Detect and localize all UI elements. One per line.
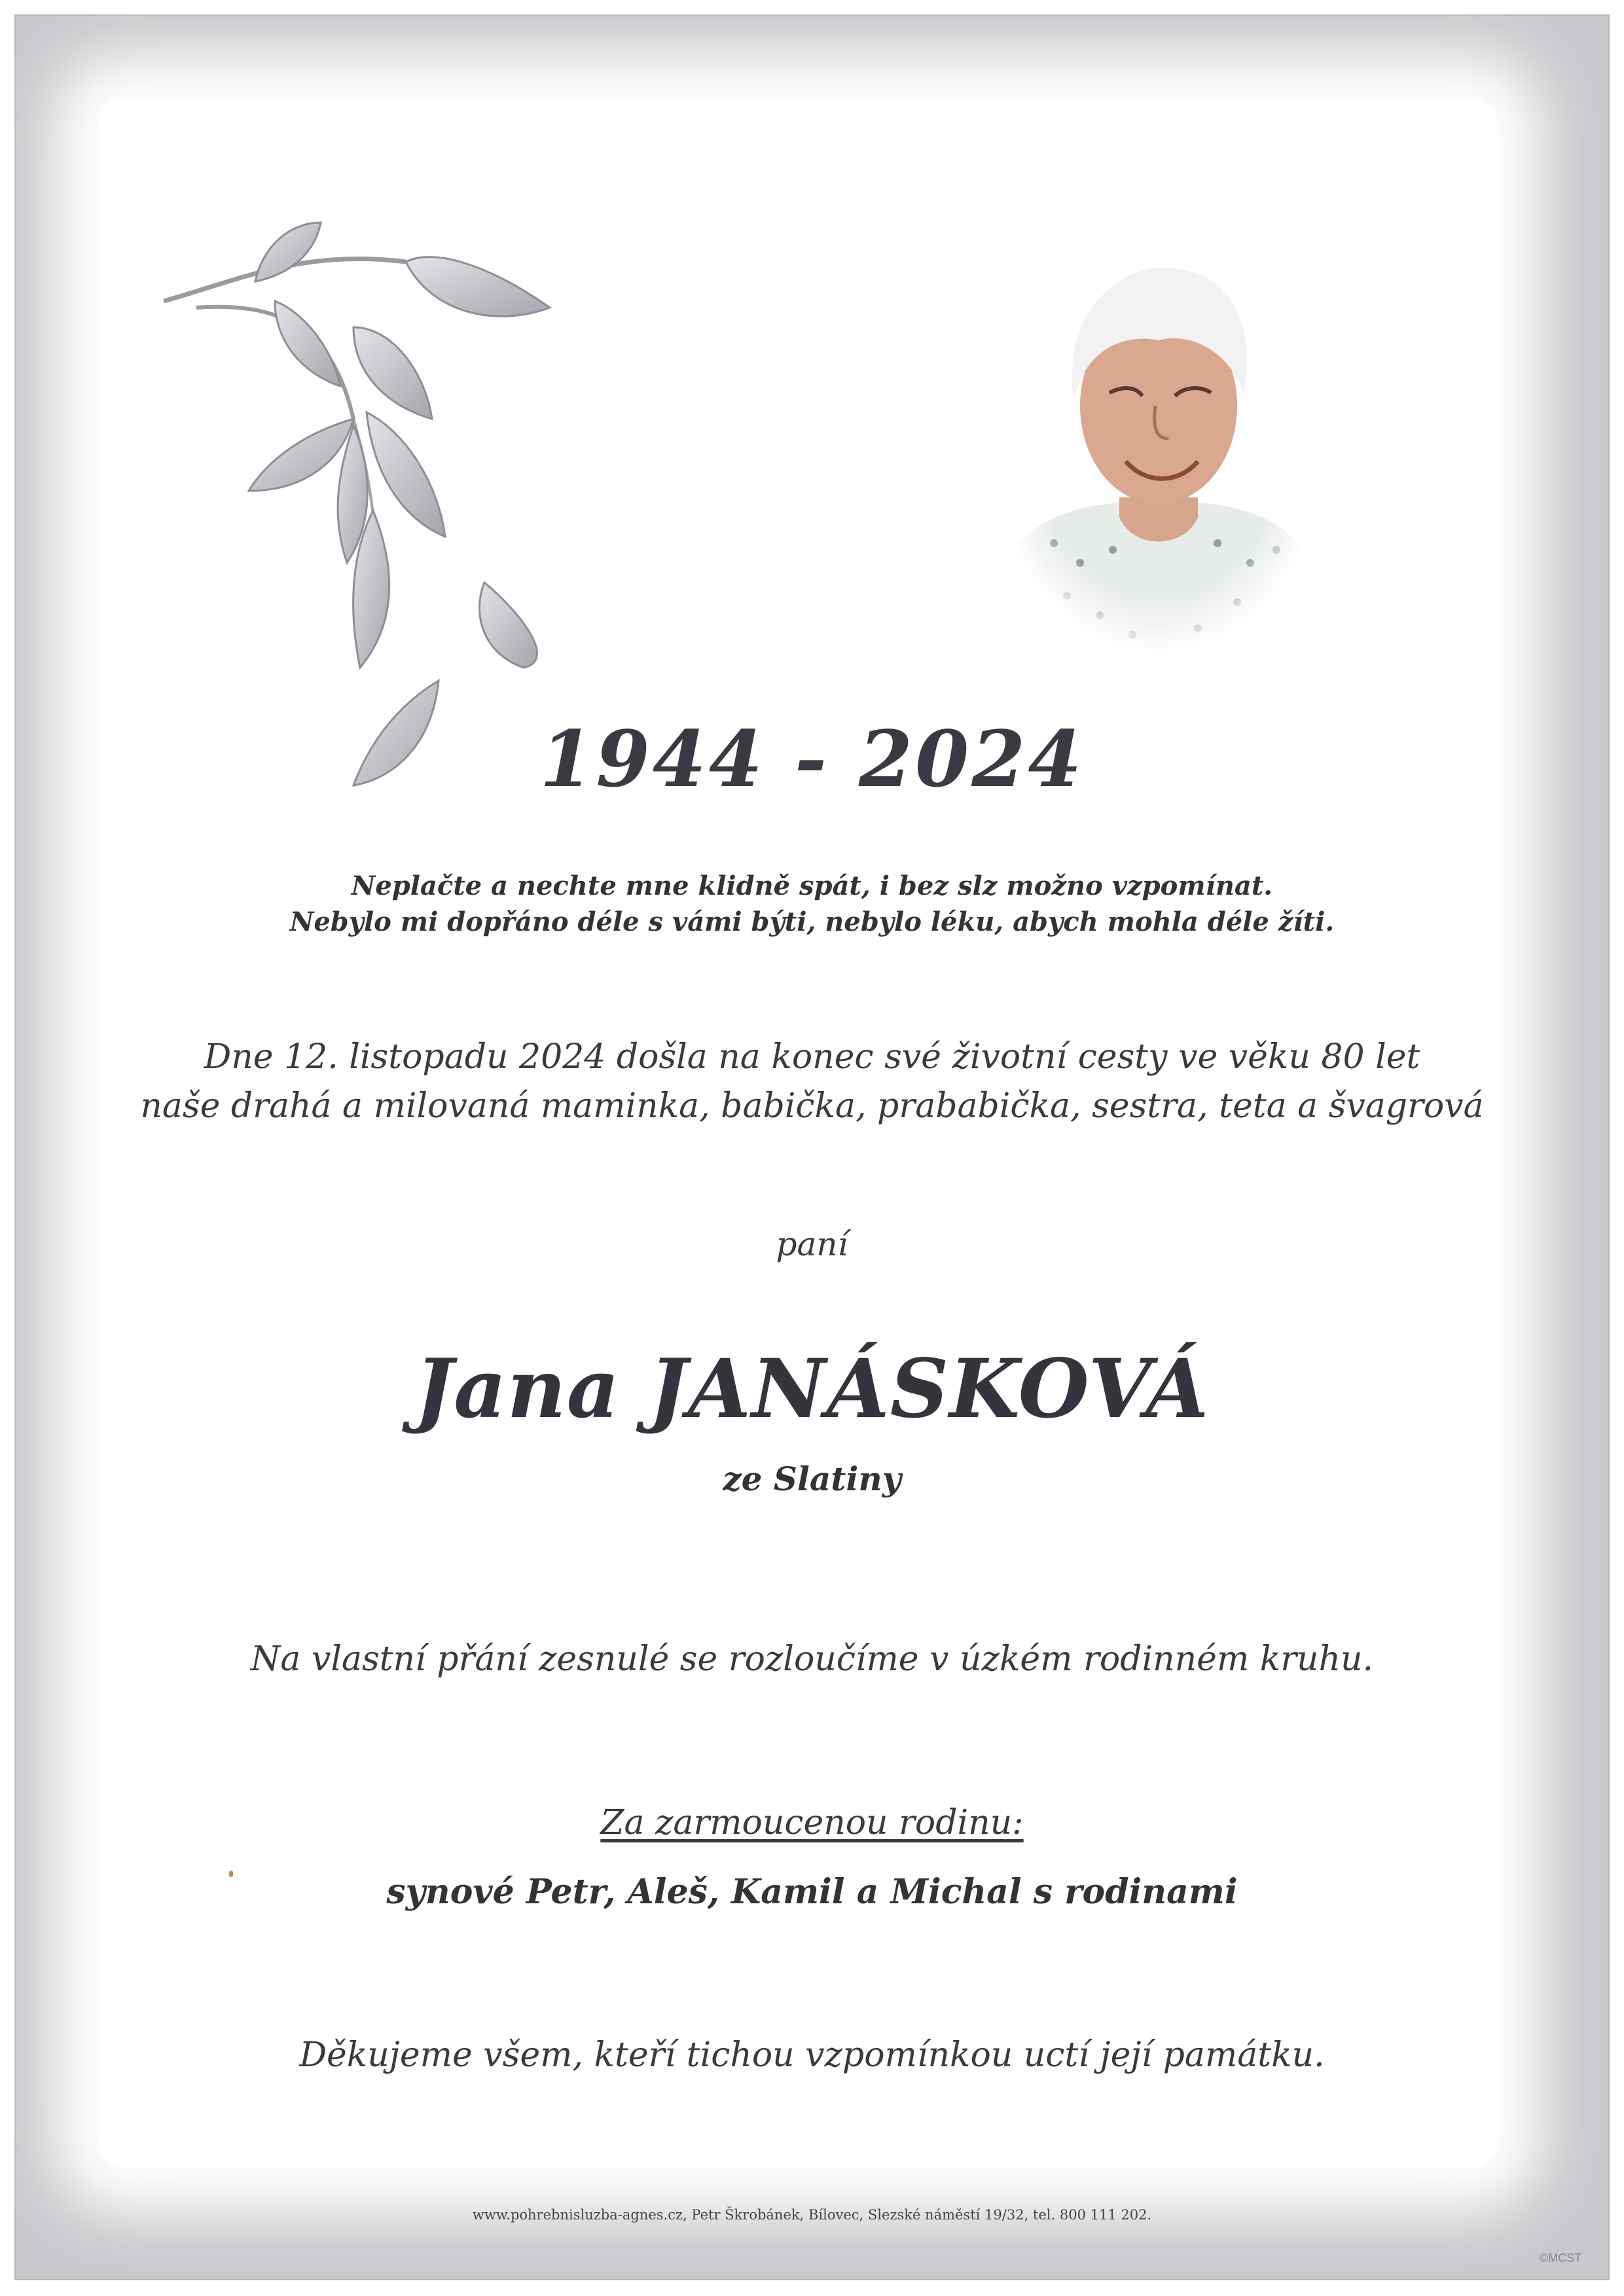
deceased-name: Jana JANÁSKOVÁ (414, 1342, 1210, 1437)
deceased-portrait (1001, 236, 1316, 655)
family-label-text: Za zarmoucenou rodinu: (600, 1803, 1024, 1842)
ink-speck (229, 1871, 233, 1877)
family-names: synové Petr, Aleš, Kamil a Michal s rodinami (386, 1872, 1238, 1912)
life-years: 1944 - 2024 (539, 713, 1085, 804)
announcement-line: Dne 12. listopadu 2024 došla na konec své životní cesty ve věku 80 let (204, 1037, 1420, 1077)
origin-place: ze Slatiny (723, 1460, 901, 1498)
verse-line: Neplačte a nechte mne klidně spát, i bez slz možno vzpomínat. (351, 870, 1273, 901)
footer-contact: www.pohrebnisluzba-agnes.cz, Petr Škrobánek, Bílovec, Slezské náměstí 19/32, tel. 800 111 202. (472, 2207, 1152, 2223)
thanks-note: Děkujeme všem, kteří tichou vzpomínkou uctí její památku. (299, 2036, 1325, 2075)
announcement-line: naše drahá a milovaná maminka, babička, prababička, sestra, teta a švagrová (140, 1086, 1484, 1126)
honorific: paní (776, 1225, 848, 1263)
watermark: ©MCST (1540, 2251, 1582, 2265)
farewell-note: Na vlastní přání zesnulé se rozloučíme v úzkém rodinném kruhu. (250, 1640, 1374, 1679)
family-label (0, 1803, 1624, 1842)
verse-line: Nebylo mi dopřáno déle s vámi býti, nebylo léku, abych mohla déle žíti. (289, 906, 1335, 937)
